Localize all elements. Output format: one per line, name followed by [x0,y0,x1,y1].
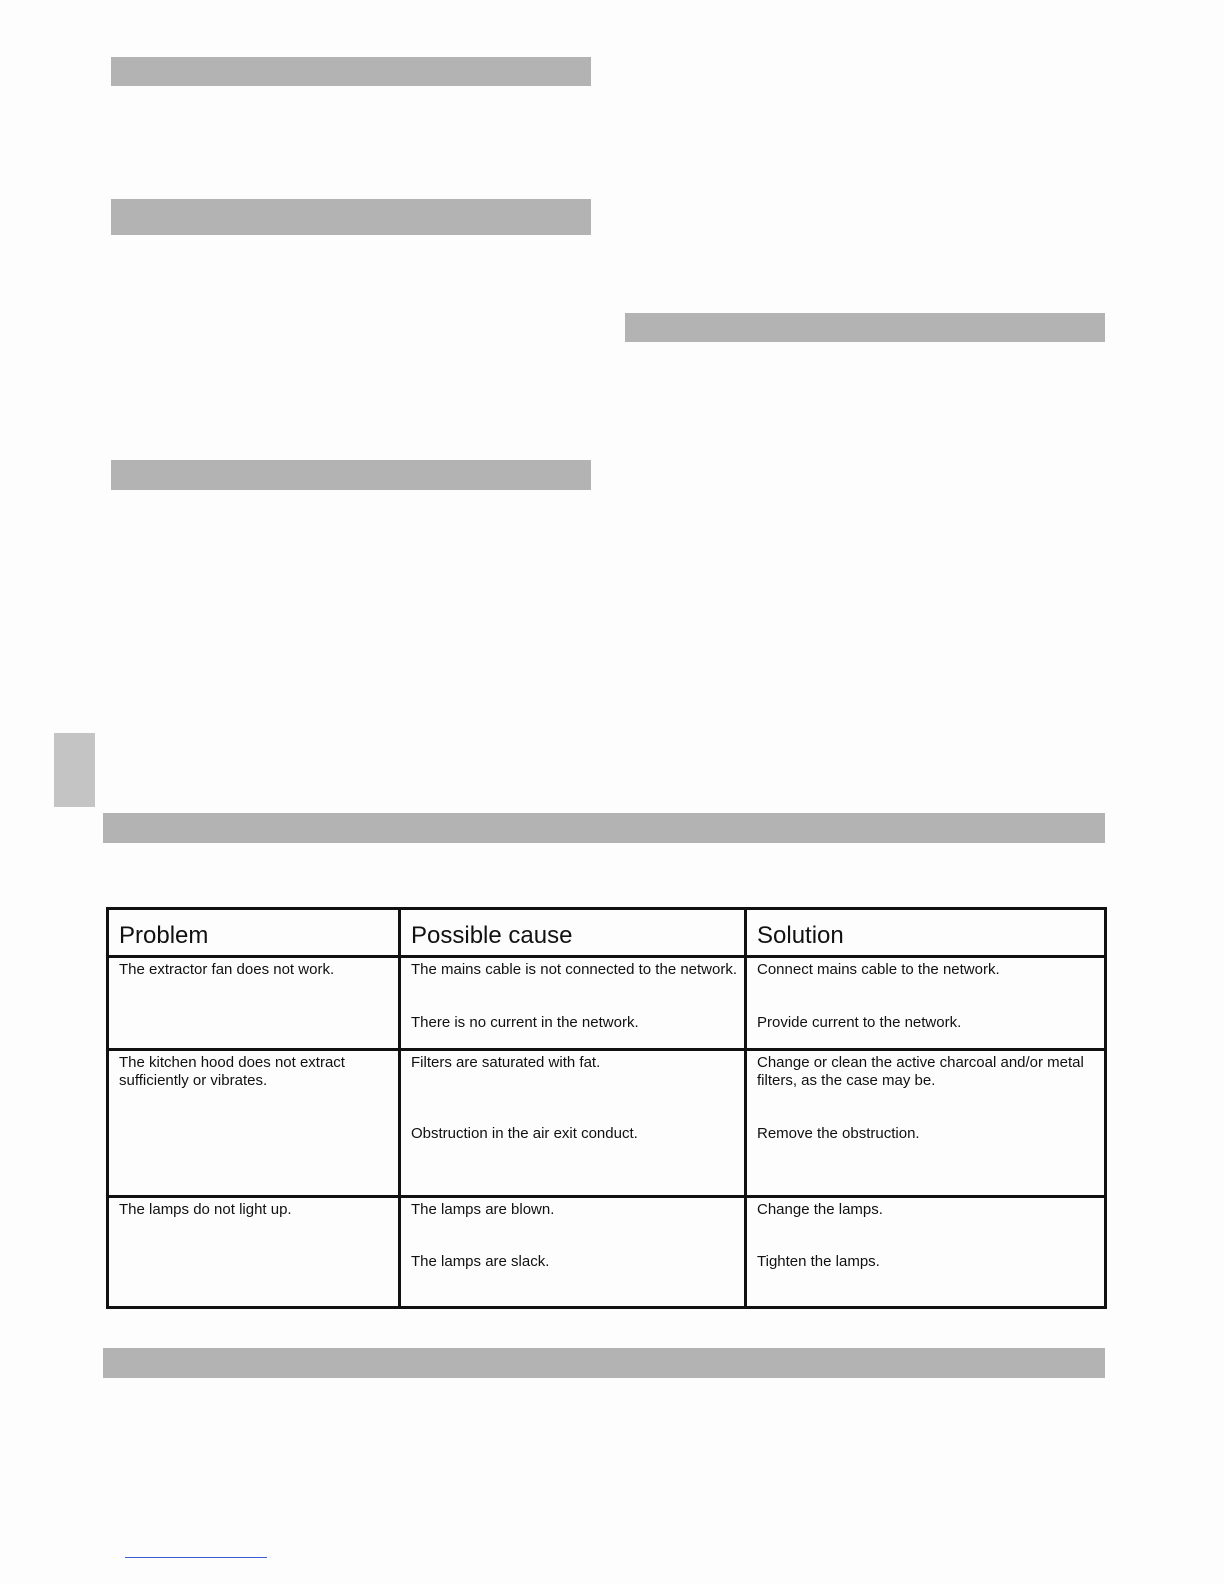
solution-cell [746,1197,1106,1308]
solution-text: Connect mains cable to the network. [757,961,1000,978]
footer-link-underline[interactable] [125,1557,267,1558]
section-heading-bar [625,313,1105,342]
solution-text: Tighten the lamps. [757,1253,880,1270]
cause-text: Filters are saturated with fat. [411,1054,601,1071]
header-solution: Solution [746,909,1106,957]
solution-text: Provide current to the network. [757,1014,962,1031]
problem-text: The kitchen hood does not extract sufficiently or vibrates. [119,1054,345,1089]
troubleshooting-table [106,907,1107,1309]
table-row [108,1050,1106,1197]
cause-text: Obstruction in the air exit conduct. [411,1125,638,1142]
troubleshooting-table-container [106,907,1104,1309]
cause-cell [400,957,746,1050]
cause-text: The lamps are blown. [411,1201,555,1218]
cause-text: There is no current in the network. [411,1014,639,1031]
cause-cell [400,1050,746,1197]
troubleshooting-heading-bar [103,813,1105,843]
problem-cell [108,1197,400,1308]
page-side-tab [54,733,95,807]
section-heading-bar [111,460,591,490]
section-heading-bar [111,199,591,235]
table-row [108,1197,1106,1308]
solution-text: Change or clean the active charcoal and/or metal filters, as the case may be. [757,1054,1084,1089]
section-heading-bar [103,1348,1105,1378]
cause-cell [400,1197,746,1308]
table-row [108,957,1106,1050]
solution-cell [746,957,1106,1050]
problem-text: The extractor fan does not work. [119,961,335,978]
cause-text: The lamps are slack. [411,1253,550,1270]
solution-text: Remove the obstruction. [757,1125,920,1142]
cause-text: The mains cable is not connected to the network. [411,961,738,978]
table-header-row [108,909,1106,957]
solution-cell [746,1050,1106,1197]
problem-cell [108,1050,400,1197]
problem-cell [108,957,400,1050]
problem-text: The lamps do not light up. [119,1201,292,1218]
header-problem: Problem [108,909,400,957]
header-possible-cause: Possible cause [400,909,746,957]
solution-text: Change the lamps. [757,1201,883,1218]
section-heading-bar [111,57,591,86]
